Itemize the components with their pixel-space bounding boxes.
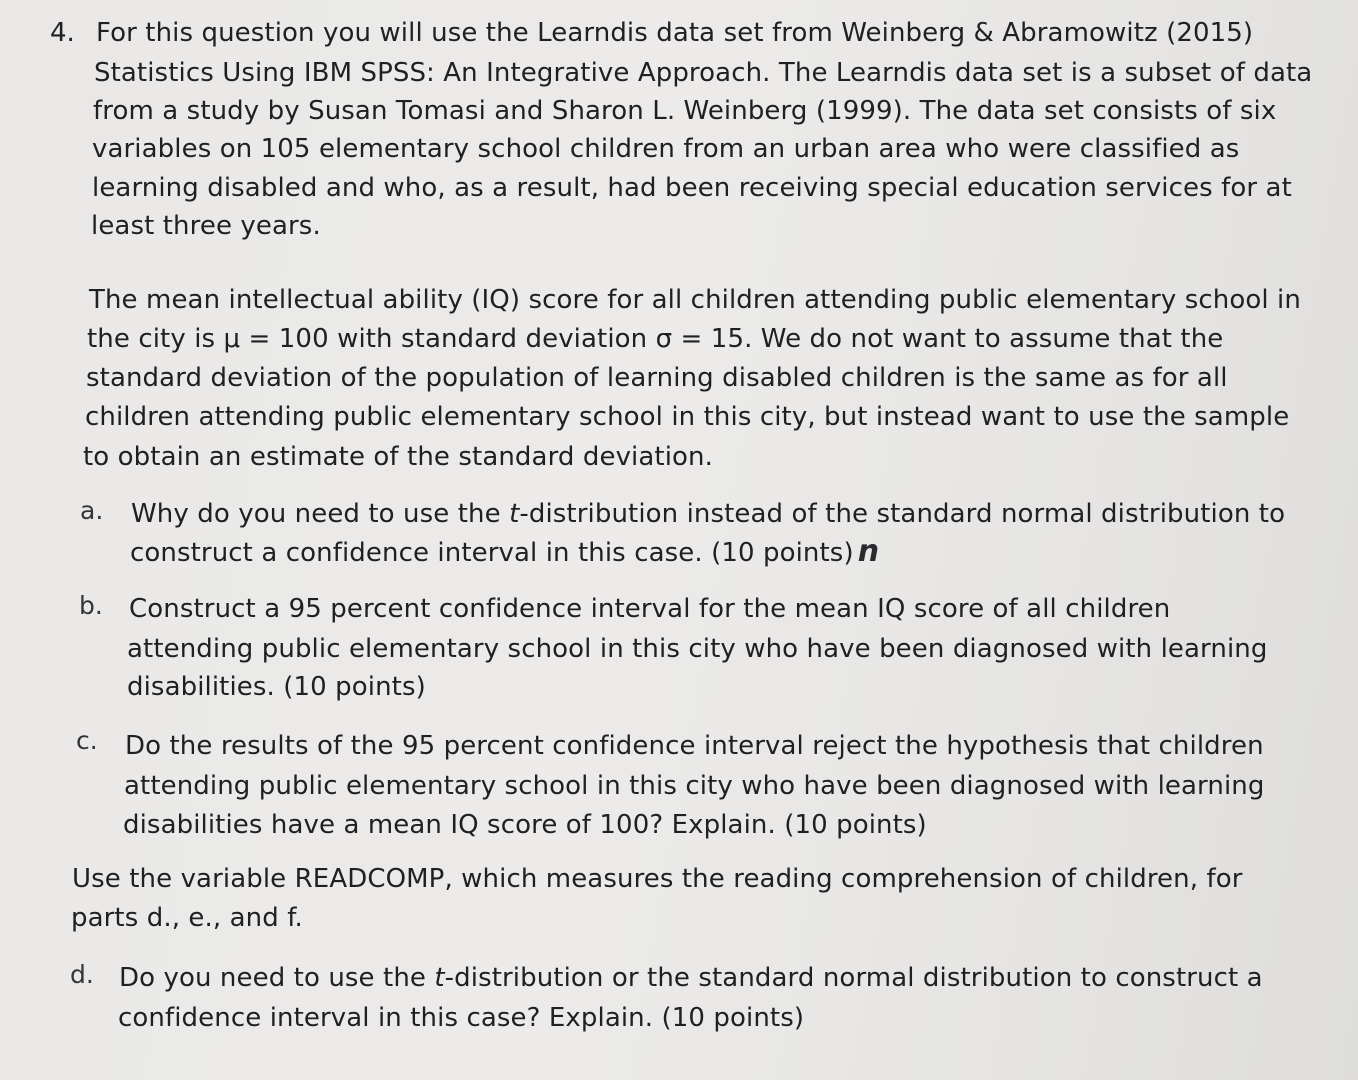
intro-line: from a study by Susan Tomasi and Sharon L. Weinberg (1999). The data set consists of six	[93, 96, 1277, 126]
context-line: standard deviation of the population of learning disabled children is the same as for all	[86, 363, 1228, 393]
part-d-label: d.	[70, 960, 94, 989]
question-number: 4.	[50, 18, 75, 48]
t-italic: t	[434, 963, 445, 993]
part-b-label: b.	[79, 591, 103, 620]
part-c-label: c.	[76, 726, 98, 755]
part-a-label: a.	[80, 496, 104, 525]
t-italic: t	[509, 499, 520, 529]
intro-line: learning disabled and who, as a result, had been receiving special education services for at	[92, 173, 1292, 203]
intro-line: For this question you will use the Learndis data set from Weinberg & Abramowitz (2015)	[96, 18, 1254, 48]
part-b-line: disabilities. (10 points)	[127, 672, 426, 702]
part-b-line: attending public elementary school in this city who have been diagnosed with learning	[127, 634, 1268, 664]
readcomp-line: Use the variable READCOMP, which measures the reading comprehension of children, for	[72, 864, 1243, 894]
part-a-line: Why do you need to use the t-distribution instead of the standard normal distribution to	[131, 499, 1286, 529]
part-c-line: disabilities have a mean IQ score of 100? Explain. (10 points)	[123, 810, 927, 840]
intro-line: variables on 105 elementary school children from an urban area who were classified as	[92, 134, 1240, 164]
context-line: The mean intellectual ability (IQ) score for all children attending public elementary school in	[89, 285, 1301, 315]
part-c-line: attending public elementary school in this city who have been diagnosed with learning	[124, 771, 1265, 801]
part-d-line: confidence interval in this case? Explain. (10 points)	[118, 1003, 805, 1033]
intro-line: Statistics Using IBM SPSS: An Integrative Approach. The Learndis data set is a subset of data	[94, 58, 1313, 88]
part-b-line: Construct a 95 percent confidence interval for the mean IQ score of all children	[129, 594, 1171, 624]
part-c-line: Do the results of the 95 percent confidence interval reject the hypothesis that children	[125, 731, 1264, 761]
context-line: children attending public elementary school in this city, but instead want to use the sample	[85, 402, 1290, 432]
intro-line: least three years.	[91, 211, 321, 241]
readcomp-line: parts d., e., and f.	[71, 903, 303, 933]
context-line: the city is μ = 100 with standard deviation σ = 15. We do not want to assume that the	[87, 324, 1224, 354]
part-a-line: construct a confidence interval in this case. (10 points) n	[130, 534, 880, 569]
context-line: to obtain an estimate of the standard deviation.	[83, 442, 713, 472]
handwritten-mark: n	[857, 534, 880, 569]
part-d-line: Do you need to use the t-distribution or the standard normal distribution to construct a	[119, 963, 1263, 993]
